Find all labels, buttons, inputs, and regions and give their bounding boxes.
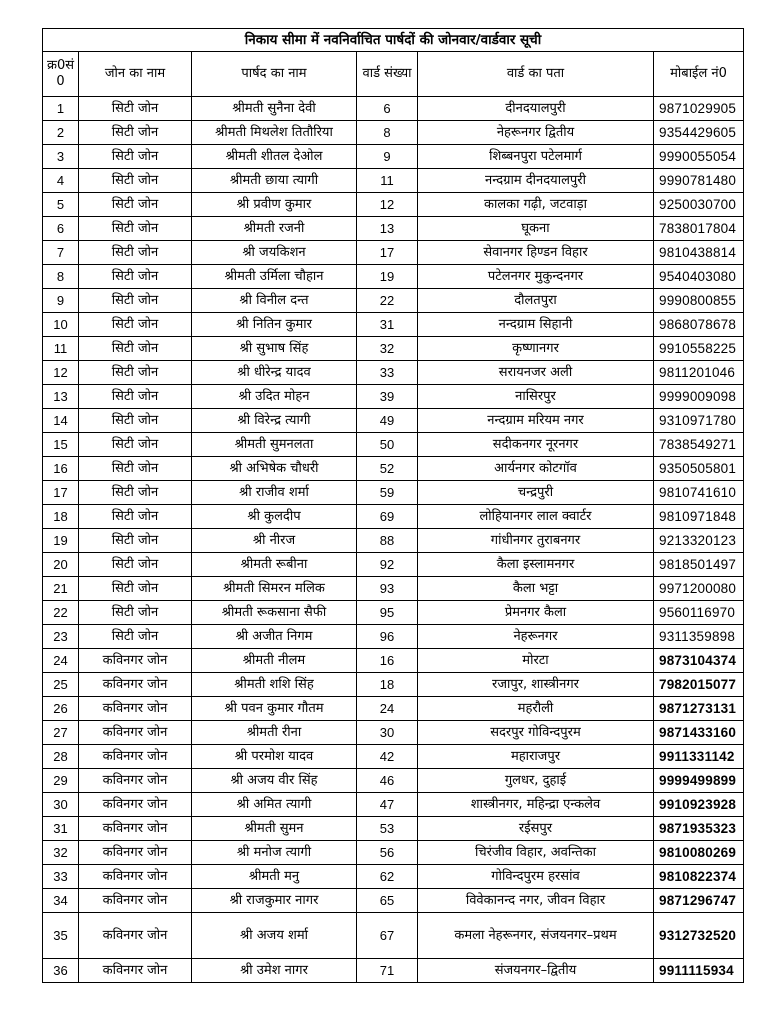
councillor-name-cell: श्री कुलदीप xyxy=(192,505,357,529)
councillor-name-cell: श्रीमती उर्मिला चौहान xyxy=(192,265,357,289)
serial-number-cell: 21 xyxy=(43,577,79,601)
table-row xyxy=(43,145,744,169)
zone-name-cell: कविनगर जोन xyxy=(79,697,192,721)
zone-name-cell: सिटी जोन xyxy=(79,625,192,649)
mobile-number-cell: 9810741610 xyxy=(654,481,744,505)
ward-address-cell: कृष्णानगर xyxy=(418,337,654,361)
ward-number-cell: 46 xyxy=(357,769,418,793)
serial-number-cell: 17 xyxy=(43,481,79,505)
serial-number-cell: 2 xyxy=(43,121,79,145)
zone-name-cell: सिटी जोन xyxy=(79,385,192,409)
zone-name-cell: सिटी जोन xyxy=(79,217,192,241)
councillor-name-cell: श्री राजकुमार नागर xyxy=(192,889,357,913)
serial-number-cell: 22 xyxy=(43,601,79,625)
ward-number-cell: 42 xyxy=(357,745,418,769)
councillor-name-cell: श्रीमती सुमन xyxy=(192,817,357,841)
mobile-number-cell: 9871273131 xyxy=(654,697,744,721)
ward-address-cell: नासिरपुर xyxy=(418,385,654,409)
mobile-number-cell: 9810438814 xyxy=(654,241,744,265)
ward-number-cell: 24 xyxy=(357,697,418,721)
councillor-name-cell: श्री अजय वीर सिंह xyxy=(192,769,357,793)
table-row xyxy=(43,697,744,721)
ward-number-cell: 16 xyxy=(357,649,418,673)
zone-name-cell: कविनगर जोन xyxy=(79,721,192,745)
ward-address-cell: घूकना xyxy=(418,217,654,241)
zone-name-cell: सिटी जोन xyxy=(79,409,192,433)
zone-name-cell: सिटी जोन xyxy=(79,97,192,121)
mobile-number-cell: 9990800855 xyxy=(654,289,744,313)
councillor-name-cell: श्री विरेन्द्र त्यागी xyxy=(192,409,357,433)
councillor-name-cell: श्री मनोज त्यागी xyxy=(192,841,357,865)
ward-address-cell: मोरटा xyxy=(418,649,654,673)
zone-name-cell: कविनगर जोन xyxy=(79,865,192,889)
councillor-name-cell: श्रीमती मिथलेश तितौरिया xyxy=(192,121,357,145)
mobile-number-cell: 9871296747 xyxy=(654,889,744,913)
mobile-number-cell: 9250030700 xyxy=(654,193,744,217)
serial-number-cell: 5 xyxy=(43,193,79,217)
mobile-number-cell: 9990055054 xyxy=(654,145,744,169)
table-row xyxy=(43,529,744,553)
table-row xyxy=(43,433,744,457)
table-row xyxy=(43,385,744,409)
councillor-name-cell: श्री राजीव शर्मा xyxy=(192,481,357,505)
mobile-number-cell: 9910558225 xyxy=(654,337,744,361)
ward-address-cell: शिब्बनपुरा पटेलमार्ग xyxy=(418,145,654,169)
zone-name-cell: सिटी जोन xyxy=(79,601,192,625)
councillor-name-cell: श्रीमती सिमरन मलिक xyxy=(192,577,357,601)
serial-number-cell: 34 xyxy=(43,889,79,913)
table-row xyxy=(43,481,744,505)
mobile-number-cell: 9810822374 xyxy=(654,865,744,889)
serial-number-cell: 3 xyxy=(43,145,79,169)
ward-address-cell: रजापुर, शास्त्रीनगर xyxy=(418,673,654,697)
ward-number-cell: 65 xyxy=(357,889,418,913)
table-row xyxy=(43,649,744,673)
ward-number-cell: 30 xyxy=(357,721,418,745)
ward-number-cell: 13 xyxy=(357,217,418,241)
councillor-name-cell: श्री नीरज xyxy=(192,529,357,553)
table-row xyxy=(43,289,744,313)
table-row xyxy=(43,337,744,361)
zone-name-cell: सिटी जोन xyxy=(79,313,192,337)
table-row xyxy=(43,361,744,385)
ward-address-cell: नन्दग्राम सिहानी xyxy=(418,313,654,337)
table-row xyxy=(43,217,744,241)
serial-number-cell: 28 xyxy=(43,745,79,769)
table-row xyxy=(43,841,744,865)
councillor-name-cell: श्री विनील दन्त xyxy=(192,289,357,313)
zone-name-cell: कविनगर जोन xyxy=(79,959,192,983)
ward-address-cell: पटेलनगर मुकुन्दनगर xyxy=(418,265,654,289)
serial-number-cell: 29 xyxy=(43,769,79,793)
serial-number-cell: 32 xyxy=(43,841,79,865)
councillor-name-cell: श्री अभिषेक चौधरी xyxy=(192,457,357,481)
ward-number-cell: 53 xyxy=(357,817,418,841)
serial-number-cell: 20 xyxy=(43,553,79,577)
serial-number-cell: 19 xyxy=(43,529,79,553)
serial-number-cell: 8 xyxy=(43,265,79,289)
zone-name-cell: सिटी जोन xyxy=(79,577,192,601)
ward-number-cell: 62 xyxy=(357,865,418,889)
councillor-name-cell: श्रीमती रूकसाना सैफी xyxy=(192,601,357,625)
councillor-name-cell: श्रीमती नीलम xyxy=(192,649,357,673)
ward-address-cell: गुलधर, दुहाई xyxy=(418,769,654,793)
mobile-number-cell: 9990781480 xyxy=(654,169,744,193)
zone-name-cell: सिटी जोन xyxy=(79,457,192,481)
mobile-number-cell: 7982015077 xyxy=(654,673,744,697)
councillor-name-cell: श्री उमेश नागर xyxy=(192,959,357,983)
table-row xyxy=(43,601,744,625)
zone-name-cell: सिटी जोन xyxy=(79,529,192,553)
header-row xyxy=(43,52,744,97)
ward-number-cell: 32 xyxy=(357,337,418,361)
ward-address-cell: नेहरूनगर द्वितीय xyxy=(418,121,654,145)
ward-address-cell: कमला नेहरूनगर, संजयनगर–प्रथम xyxy=(418,913,654,959)
mobile-number-cell: 9350505801 xyxy=(654,457,744,481)
ward-number-cell: 56 xyxy=(357,841,418,865)
ward-address-cell: रईसपुर xyxy=(418,817,654,841)
ward-address-cell: महरौली xyxy=(418,697,654,721)
table-row xyxy=(43,457,744,481)
serial-number-cell: 18 xyxy=(43,505,79,529)
table-row xyxy=(43,889,744,913)
ward-number-cell: 12 xyxy=(357,193,418,217)
table-row xyxy=(43,241,744,265)
councillor-name-cell: श्री अजीत निगम xyxy=(192,625,357,649)
ward-number-cell: 17 xyxy=(357,241,418,265)
ward-address-cell: कैला इस्लामनगर xyxy=(418,553,654,577)
table-row xyxy=(43,913,744,959)
ward-address-cell: सदीकनगर नूरनगर xyxy=(418,433,654,457)
serial-number-cell: 10 xyxy=(43,313,79,337)
serial-number-cell: 30 xyxy=(43,793,79,817)
header-ward-number: वार्ड संख्या xyxy=(357,52,418,97)
ward-address-cell: चिरंजीव विहार, अवन्तिका xyxy=(418,841,654,865)
ward-number-cell: 9 xyxy=(357,145,418,169)
table-row xyxy=(43,97,744,121)
table-row xyxy=(43,721,744,745)
councillor-name-cell: श्री अमित त्यागी xyxy=(192,793,357,817)
serial-number-cell: 31 xyxy=(43,817,79,841)
mobile-number-cell: 9354429605 xyxy=(654,121,744,145)
councillor-name-cell: श्रीमती शशि सिंह xyxy=(192,673,357,697)
ward-address-cell: नेहरूनगर xyxy=(418,625,654,649)
zone-name-cell: सिटी जोन xyxy=(79,553,192,577)
document-title: निकाय सीमा में नवनिर्वाचित पार्षदों की जोनवार/वार्डवार सूची xyxy=(43,29,744,52)
councillor-name-cell: श्रीमती सुनैना देवी xyxy=(192,97,357,121)
zone-name-cell: सिटी जोन xyxy=(79,289,192,313)
mobile-number-cell: 9810080269 xyxy=(654,841,744,865)
ward-number-cell: 69 xyxy=(357,505,418,529)
serial-number-cell: 33 xyxy=(43,865,79,889)
ward-number-cell: 93 xyxy=(357,577,418,601)
zone-name-cell: कविनगर जोन xyxy=(79,793,192,817)
table-row xyxy=(43,505,744,529)
mobile-number-cell: 9871029905 xyxy=(654,97,744,121)
councillor-name-cell: श्री अजय शर्मा xyxy=(192,913,357,959)
mobile-number-cell: 9871935323 xyxy=(654,817,744,841)
ward-address-cell: आर्यनगर कोटगॉव xyxy=(418,457,654,481)
header-serial-number: क्र0सं 0 xyxy=(43,52,79,97)
zone-name-cell: सिटी जोन xyxy=(79,481,192,505)
table-row xyxy=(43,865,744,889)
serial-number-cell: 27 xyxy=(43,721,79,745)
mobile-number-cell: 9540403080 xyxy=(654,265,744,289)
serial-number-cell: 36 xyxy=(43,959,79,983)
serial-number-cell: 14 xyxy=(43,409,79,433)
header-mobile-number: मोबाईल नं0 xyxy=(654,52,744,97)
ward-number-cell: 71 xyxy=(357,959,418,983)
serial-number-cell: 16 xyxy=(43,457,79,481)
zone-name-cell: कविनगर जोन xyxy=(79,649,192,673)
councillor-name-cell: श्रीमती मनु xyxy=(192,865,357,889)
councillor-name-cell: श्री प्रवीण कुमार xyxy=(192,193,357,217)
councillor-name-cell: श्रीमती रूबीना xyxy=(192,553,357,577)
table-row xyxy=(43,313,744,337)
mobile-number-cell: 9310971780 xyxy=(654,409,744,433)
mobile-number-cell: 7838017804 xyxy=(654,217,744,241)
zone-name-cell: कविनगर जोन xyxy=(79,673,192,697)
ward-address-cell: सेवानगर हिण्डन विहार xyxy=(418,241,654,265)
councillor-name-cell: श्री जयकिशन xyxy=(192,241,357,265)
zone-name-cell: सिटी जोन xyxy=(79,145,192,169)
mobile-number-cell: 9910923928 xyxy=(654,793,744,817)
councillor-name-cell: श्री धीरेन्द्र यादव xyxy=(192,361,357,385)
table-row xyxy=(43,577,744,601)
ward-address-cell: चन्द्रपुरी xyxy=(418,481,654,505)
serial-number-cell: 12 xyxy=(43,361,79,385)
serial-number-cell: 1 xyxy=(43,97,79,121)
ward-address-cell: नन्दग्राम दीनदयालपुरी xyxy=(418,169,654,193)
ward-number-cell: 11 xyxy=(357,169,418,193)
councillor-name-cell: श्रीमती शीतल देओल xyxy=(192,145,357,169)
mobile-number-cell: 9999499899 xyxy=(654,769,744,793)
mobile-number-cell: 9871433160 xyxy=(654,721,744,745)
ward-number-cell: 39 xyxy=(357,385,418,409)
header-councillor-name: पार्षद का नाम xyxy=(192,52,357,97)
councillor-name-cell: श्री सुभाष सिंह xyxy=(192,337,357,361)
zone-name-cell: सिटी जोन xyxy=(79,505,192,529)
ward-address-cell: सदरपुर गोविन्दपुरम xyxy=(418,721,654,745)
zone-name-cell: कविनगर जोन xyxy=(79,889,192,913)
mobile-number-cell: 9999009098 xyxy=(654,385,744,409)
table-row xyxy=(43,817,744,841)
serial-number-cell: 4 xyxy=(43,169,79,193)
serial-number-cell: 7 xyxy=(43,241,79,265)
table-body xyxy=(43,97,744,983)
zone-name-cell: सिटी जोन xyxy=(79,265,192,289)
mobile-number-cell: 9312732520 xyxy=(654,913,744,959)
zone-name-cell: कविनगर जोन xyxy=(79,745,192,769)
ward-number-cell: 96 xyxy=(357,625,418,649)
ward-address-cell: संजयनगर–द्वितीय xyxy=(418,959,654,983)
ward-number-cell: 47 xyxy=(357,793,418,817)
table-row xyxy=(43,169,744,193)
ward-number-cell: 6 xyxy=(357,97,418,121)
ward-address-cell: गांधीनगर तुराबनगर xyxy=(418,529,654,553)
mobile-number-cell: 9911331142 xyxy=(654,745,744,769)
ward-address-cell: कालका गढ़ी, जटवाड़ा xyxy=(418,193,654,217)
table-row xyxy=(43,769,744,793)
zone-name-cell: सिटी जोन xyxy=(79,361,192,385)
table-row xyxy=(43,793,744,817)
ward-address-cell: प्रेमनगर कैला xyxy=(418,601,654,625)
mobile-number-cell: 9213320123 xyxy=(654,529,744,553)
header-ward-address: वार्ड का पता xyxy=(418,52,654,97)
mobile-number-cell: 9811201046 xyxy=(654,361,744,385)
table-row xyxy=(43,121,744,145)
serial-number-cell: 9 xyxy=(43,289,79,313)
zone-name-cell: सिटी जोन xyxy=(79,241,192,265)
ward-number-cell: 49 xyxy=(357,409,418,433)
serial-number-cell: 15 xyxy=(43,433,79,457)
serial-number-cell: 24 xyxy=(43,649,79,673)
serial-number-cell: 25 xyxy=(43,673,79,697)
ward-number-cell: 22 xyxy=(357,289,418,313)
councillor-name-cell: श्रीमती रजनी xyxy=(192,217,357,241)
zone-name-cell: सिटी जोन xyxy=(79,169,192,193)
table-row xyxy=(43,625,744,649)
serial-number-cell: 13 xyxy=(43,385,79,409)
ward-address-cell: दौलतपुरा xyxy=(418,289,654,313)
zone-name-cell: सिटी जोन xyxy=(79,337,192,361)
ward-address-cell: नन्दग्राम मरियम नगर xyxy=(418,409,654,433)
mobile-number-cell: 9911115934 xyxy=(654,959,744,983)
ward-number-cell: 59 xyxy=(357,481,418,505)
ward-address-cell: विवेकानन्द नगर, जीवन विहार xyxy=(418,889,654,913)
mobile-number-cell: 9810971848 xyxy=(654,505,744,529)
zone-name-cell: कविनगर जोन xyxy=(79,769,192,793)
ward-number-cell: 50 xyxy=(357,433,418,457)
mobile-number-cell: 9971200080 xyxy=(654,577,744,601)
table-row xyxy=(43,959,744,983)
councillor-name-cell: श्री पवन कुमार गौतम xyxy=(192,697,357,721)
ward-number-cell: 52 xyxy=(357,457,418,481)
ward-address-cell: दीनदयालपुरी xyxy=(418,97,654,121)
councillor-name-cell: श्री नितिन कुमार xyxy=(192,313,357,337)
ward-number-cell: 67 xyxy=(357,913,418,959)
councillor-name-cell: श्री उदित मोहन xyxy=(192,385,357,409)
zone-name-cell: कविनगर जोन xyxy=(79,913,192,959)
ward-address-cell: कैला भट्टा xyxy=(418,577,654,601)
serial-number-cell: 23 xyxy=(43,625,79,649)
mobile-number-cell: 7838549271 xyxy=(654,433,744,457)
ward-number-cell: 88 xyxy=(357,529,418,553)
table-row xyxy=(43,673,744,697)
table-row xyxy=(43,553,744,577)
serial-number-cell: 35 xyxy=(43,913,79,959)
table-row xyxy=(43,193,744,217)
table-row xyxy=(43,265,744,289)
zone-name-cell: कविनगर जोन xyxy=(79,817,192,841)
serial-number-cell: 26 xyxy=(43,697,79,721)
ward-number-cell: 92 xyxy=(357,553,418,577)
ward-address-cell: शास्त्रीनगर, महिन्द्रा एन्कलेव xyxy=(418,793,654,817)
zone-name-cell: सिटी जोन xyxy=(79,193,192,217)
serial-number-cell: 11 xyxy=(43,337,79,361)
ward-address-cell: महाराजपुर xyxy=(418,745,654,769)
zone-name-cell: कविनगर जोन xyxy=(79,841,192,865)
mobile-number-cell: 9873104374 xyxy=(654,649,744,673)
councillor-name-cell: श्रीमती रीना xyxy=(192,721,357,745)
councillor-table xyxy=(42,28,744,983)
ward-number-cell: 19 xyxy=(357,265,418,289)
ward-number-cell: 8 xyxy=(357,121,418,145)
councillor-name-cell: श्री परमोश यादव xyxy=(192,745,357,769)
table-row xyxy=(43,409,744,433)
mobile-number-cell: 9818501497 xyxy=(654,553,744,577)
mobile-number-cell: 9311359898 xyxy=(654,625,744,649)
mobile-number-cell: 9560116970 xyxy=(654,601,744,625)
councillor-list-document xyxy=(42,28,743,983)
ward-number-cell: 31 xyxy=(357,313,418,337)
table-row xyxy=(43,745,744,769)
serial-number-cell: 6 xyxy=(43,217,79,241)
ward-address-cell: गोविन्दपुरम हरसांव xyxy=(418,865,654,889)
ward-number-cell: 95 xyxy=(357,601,418,625)
mobile-number-cell: 9868078678 xyxy=(654,313,744,337)
zone-name-cell: सिटी जोन xyxy=(79,433,192,457)
ward-address-cell: लोहियानगर लाल क्वार्टर xyxy=(418,505,654,529)
header-zone-name: जोन का नाम xyxy=(79,52,192,97)
ward-number-cell: 33 xyxy=(357,361,418,385)
councillor-name-cell: श्रीमती सुमनलता xyxy=(192,433,357,457)
zone-name-cell: सिटी जोन xyxy=(79,121,192,145)
councillor-name-cell: श्रीमती छाया त्यागी xyxy=(192,169,357,193)
title-row xyxy=(43,29,744,52)
ward-number-cell: 18 xyxy=(357,673,418,697)
ward-address-cell: सरायनजर अली xyxy=(418,361,654,385)
